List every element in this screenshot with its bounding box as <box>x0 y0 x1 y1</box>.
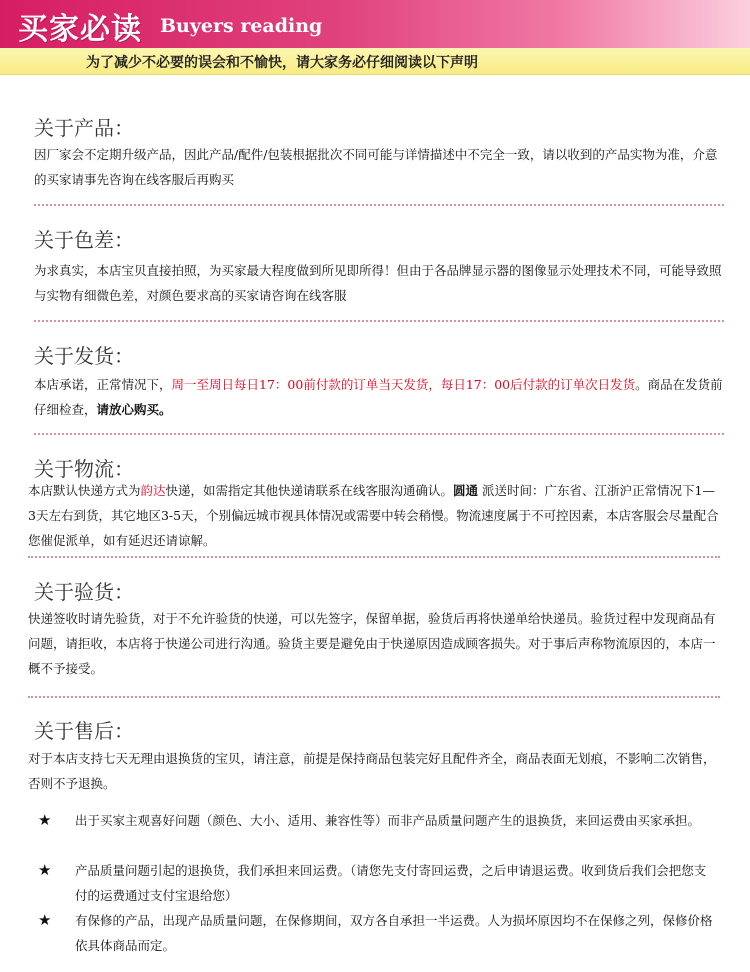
section-title-shipping: 关于发货： <box>34 344 134 368</box>
notice-text: 为了减少不必要的误会和不愉快，请大家务必仔细阅读以下声明 <box>86 55 478 71</box>
aftersale-item-text: 出于买家主观喜好问题（颜色、大小、适用、兼容性等）而非产品质量问题产生的退换货，来回运费由买家承担。 <box>75 813 701 828</box>
section-title-color: 关于色差： <box>34 228 134 252</box>
shipping-text-3: 请放心购买。 <box>96 402 172 417</box>
logistics-text-3: 派送时间：广东省、江浙沪正常情况下1—3天左右到货，其它地区3-5天，个别偏远城市视具体情况或需要中转会稍慢。物流速度属于不可控因素，本店客服会尽量配合您催促派单，如有延迟还请谅解。 <box>28 483 719 548</box>
shipping-text-1: 本店承诺，正常情况下， <box>34 377 172 392</box>
shipping-text-2: 。商品在发货前仔细检查， <box>34 377 723 417</box>
divider <box>28 696 720 698</box>
section-title-aftersale: 关于售后： <box>34 719 134 743</box>
star-icon: ★ <box>38 811 52 829</box>
divider <box>34 433 724 435</box>
header-title-cn: 买家必读 <box>18 12 142 47</box>
section-title-inspection: 关于验货： <box>34 580 134 604</box>
section-title-logistics: 关于物流： <box>34 457 134 481</box>
divider <box>34 204 724 206</box>
section-text-color: 为求真实，本店宝贝直接拍照，为买家最大程度做到所见即所得！但由于各品牌显示器的图像显示处理技术不同，可能导致照与实物有细微色差，对颜色要求高的买家请咨询在线客服 <box>34 263 722 303</box>
shipping-highlight: 周一至周日每日17：00前付款的订单当天发货，每日17：00后付款的订单次日发货 <box>171 377 636 392</box>
star-icon: ★ <box>38 911 52 929</box>
section-text-shipping <box>34 372 724 422</box>
divider <box>34 320 724 322</box>
divider <box>28 556 720 558</box>
section-text-product: 因厂家会不定期升级产品，因此产品/配件/包装根据批次不同可能与详情描述中不完全一致，请以收到的产品实物为准，介意的买家请事先咨询在线客服后再购买 <box>34 147 718 187</box>
section-text-inspection: 快递签收时请先验货，对于不允许验货的快递，可以先签字，保留单据，验货后再将快递单给快递员。验货过程中发现商品有问题，请拒收，本店将于快递公司进行沟通。验货主要是避免由于快递原因造成顾客损失。对于事后声称物流原因的，本店一概不予接受。 <box>28 611 716 676</box>
header-banner <box>0 0 750 48</box>
notice-bar <box>0 48 750 75</box>
header-title-en: Buyers reading <box>160 15 323 37</box>
aftersale-item-text: 有保修的产品，出现产品质量问题，在保修期间，双方各自承担一半运费。人为损坏原因均不在保修之列，保修价格依具体商品而定。 <box>75 913 713 953</box>
logistics-text-1: 本店默认快递方式为 <box>28 483 141 498</box>
section-title-product: 关于产品： <box>34 116 134 140</box>
star-icon: ★ <box>38 861 52 879</box>
aftersale-item-text: 产品质量问题引起的退换货，我们承担来回运费。（请您先支付寄回运费，之后申请退运费。收到货后我们会把您支付的运费通过支付宝退给您） <box>75 863 707 903</box>
logistics-text-2: 快递，如需指定其他快递请联系在线客服沟通确认。 <box>165 483 454 498</box>
section-text-aftersale: 对于本店支持七天无理由退换货的宝贝，请注意，前提是保持商品包装完好且配件齐全，商品表面无划痕，不影响二次销售，否则不予退换。 <box>28 751 716 791</box>
logistics-courier-alt: 圆通 <box>453 483 479 498</box>
section-text-logistics <box>28 478 720 553</box>
logistics-courier-default: 韵达 <box>140 483 166 498</box>
